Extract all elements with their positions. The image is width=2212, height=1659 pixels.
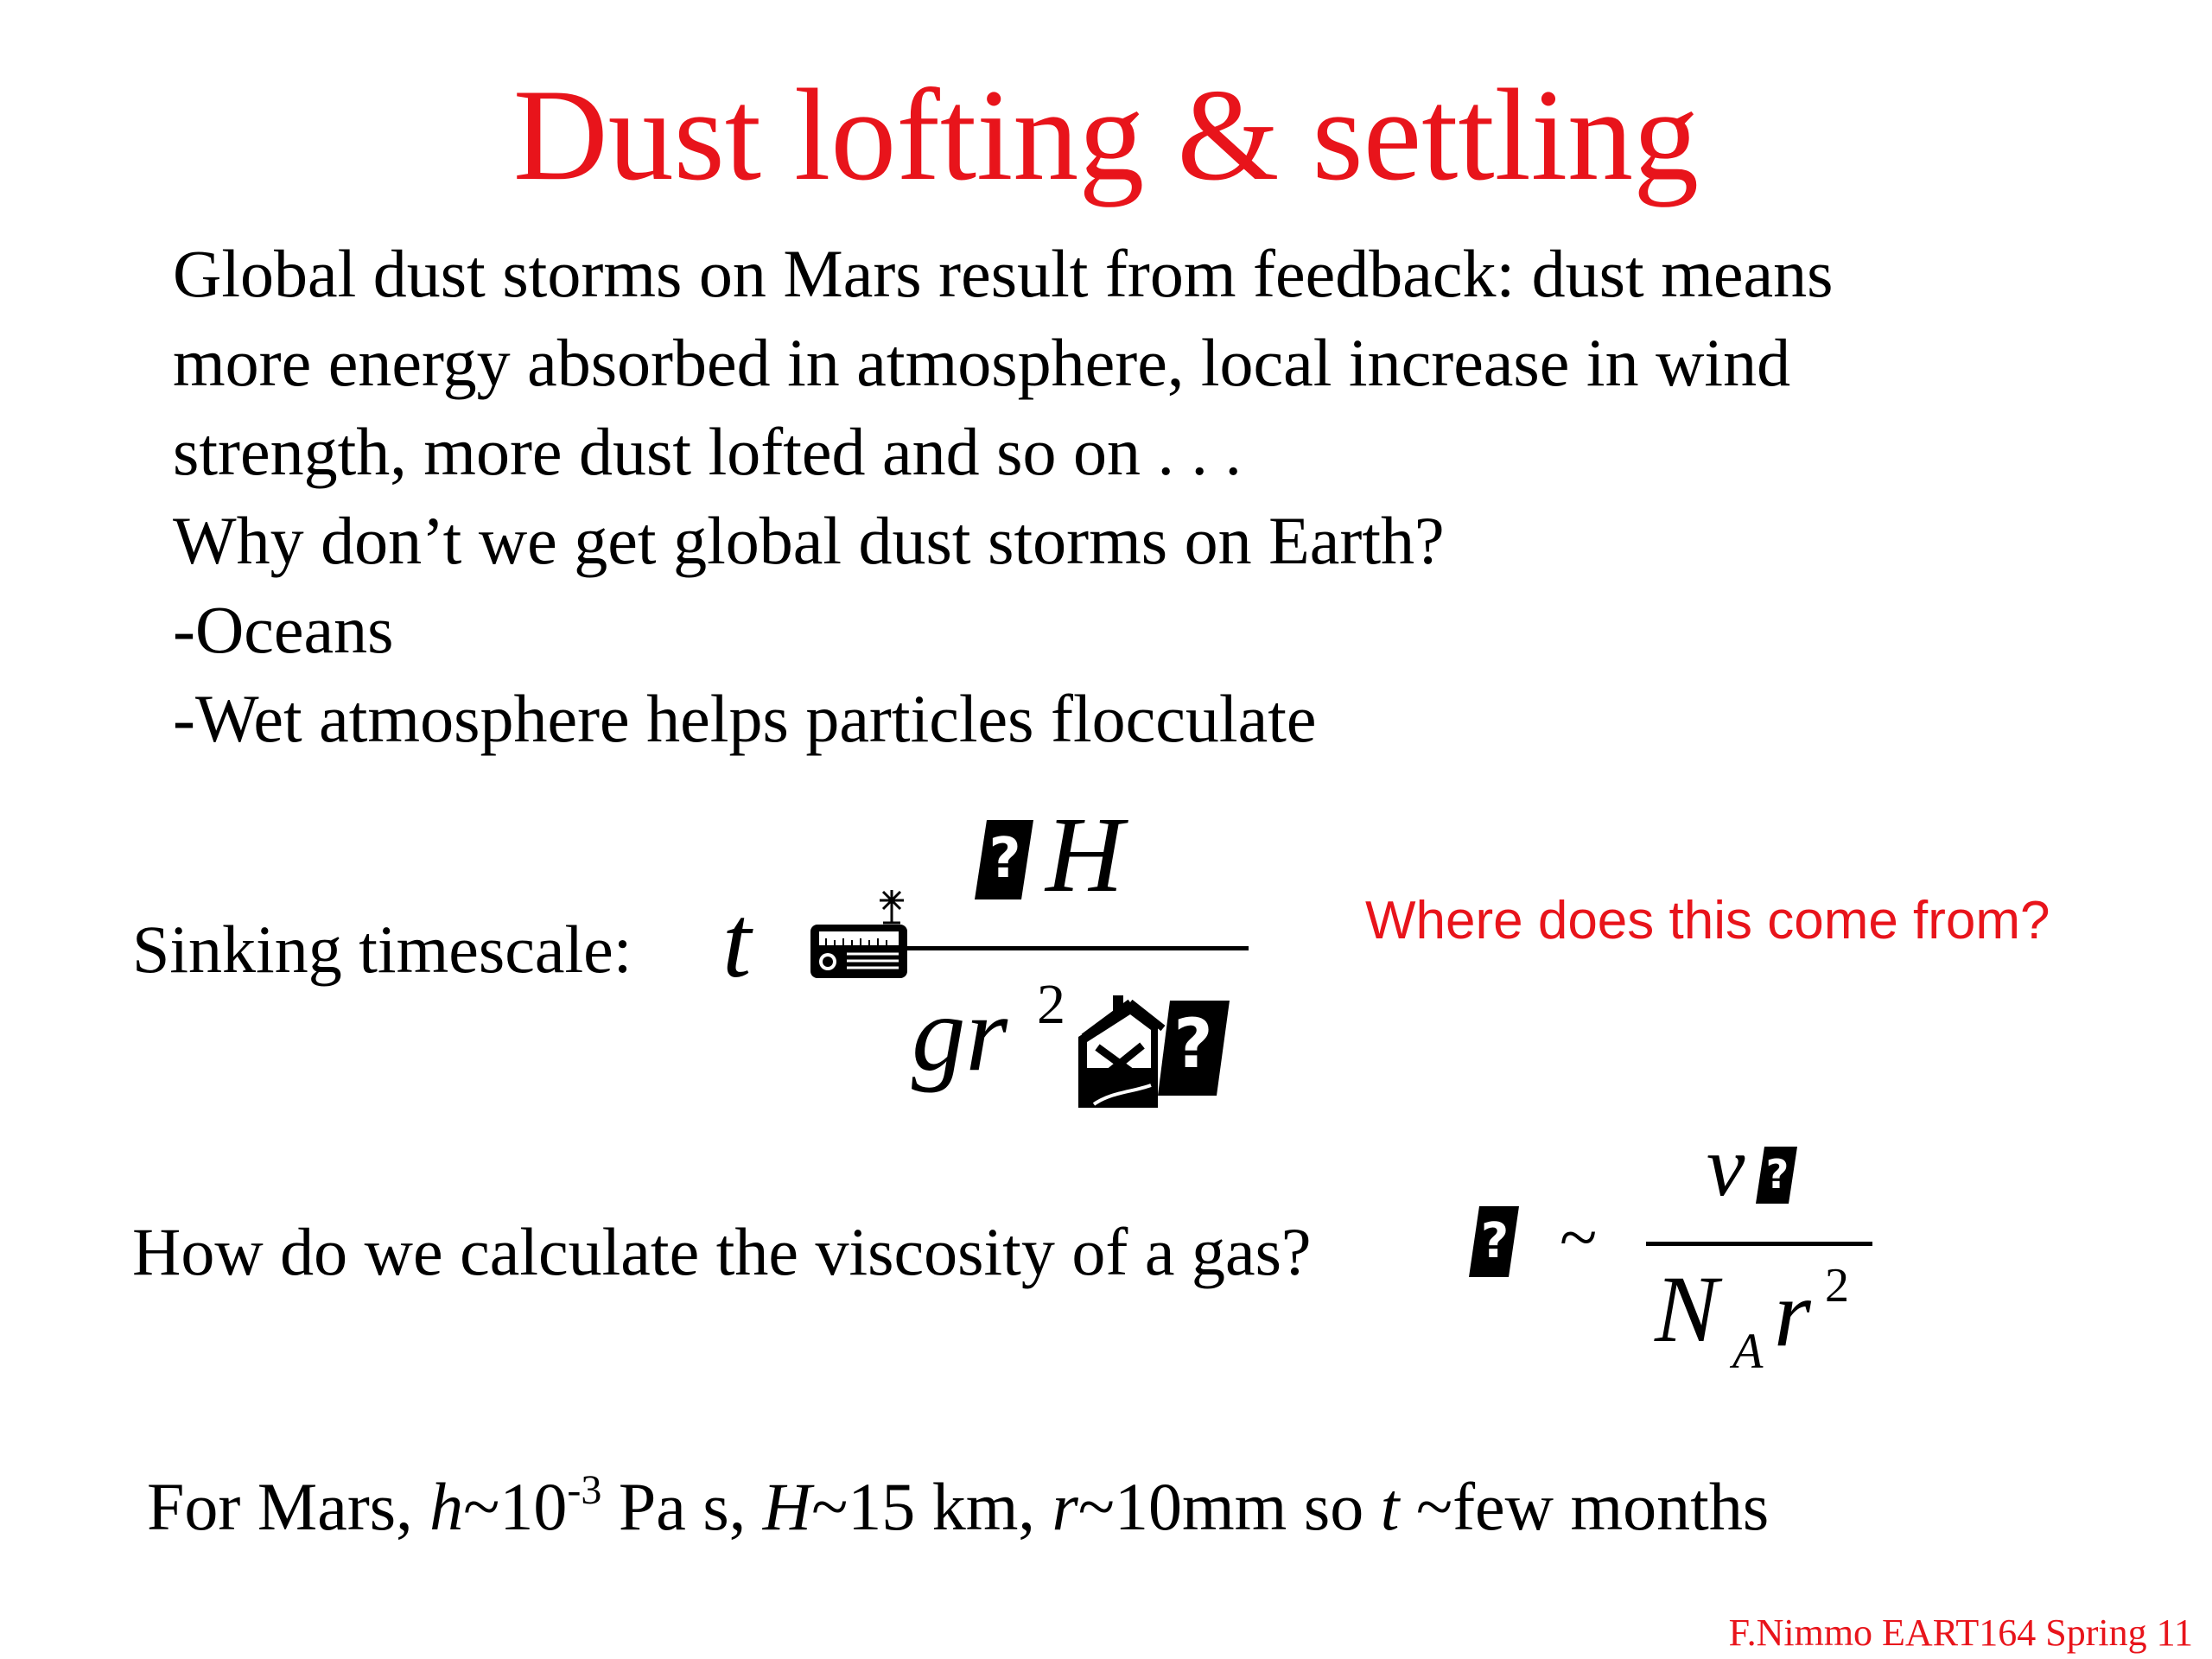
svg-text:?: ? <box>988 827 1021 891</box>
where-does-this-come-from-note: Where does this come from? <box>1365 891 2050 950</box>
eq2-avogadro-symbol: N <box>1655 1256 1719 1362</box>
body-line: Why don’t we get global dust storms on Earth? <box>173 503 1445 578</box>
missing-glyph-icon <box>975 817 1033 903</box>
house-icon <box>1078 985 1230 1108</box>
radius-symbol: r <box>1052 1469 1078 1544</box>
missing-glyph-icon <box>1469 1204 1519 1280</box>
eq1-denominator-var: gr <box>912 975 1008 1094</box>
mars-line-text: ~10mm so <box>1077 1469 1381 1544</box>
body-line: more energy absorbed in atmosphere, local increase in wind <box>173 325 1791 400</box>
eq2-avogadro-subscript: A <box>1732 1323 1764 1379</box>
mars-line-text: Pa s, <box>601 1469 763 1544</box>
eq2-fraction-bar <box>1646 1242 1872 1246</box>
body-line: Global dust storms on Mars result from feedback: dust means <box>173 236 1834 311</box>
svg-text:?: ? <box>1480 1213 1510 1269</box>
eq2-radius-var: r <box>1774 1261 1811 1366</box>
eq1-numerator-var: H <box>1046 796 1124 915</box>
missing-glyph-icon <box>1756 1145 1797 1205</box>
mars-line-text: For Mars, <box>147 1469 430 1544</box>
body-line: -Wet atmosphere helps particles flocculate <box>173 681 1317 756</box>
body-text <box>173 229 1833 763</box>
mars-line-text: ~few months <box>1399 1469 1770 1544</box>
body-line: -Oceans <box>173 592 394 667</box>
timescale-symbol: t <box>1380 1469 1400 1544</box>
eq2-numerator-var: v <box>1707 1118 1745 1214</box>
mars-values-line <box>147 1467 1770 1544</box>
eq2-radius-exponent: 2 <box>1825 1259 1849 1313</box>
mars-line-text: ~10 <box>463 1469 568 1544</box>
svg-text:?: ? <box>1173 1006 1213 1084</box>
eq1-denominator-exponent: 2 <box>1037 973 1065 1036</box>
mars-line-text: ~15 km, <box>811 1469 1052 1544</box>
eq1-tau-symbol: t <box>722 884 752 999</box>
eq2-tilde: ~ <box>1560 1200 1598 1276</box>
footer-credit: F.Nimmo EART164 Spring 11 <box>1728 1611 2193 1654</box>
eq1-fraction-bar <box>907 946 1249 950</box>
slide-title: Dust lofting & settling <box>512 62 1700 207</box>
svg-text:?: ? <box>1765 1151 1789 1198</box>
scale-height-symbol: H <box>762 1469 812 1544</box>
exponent: -3 <box>567 1467 602 1513</box>
sinking-timescale-label: Sinking timescale: <box>132 912 632 987</box>
body-line: strength, more dust lofted and so on . . . <box>173 414 1242 489</box>
radio-icon <box>804 881 916 985</box>
viscosity-question-label: How do we calculate the viscosity of a gas? <box>132 1214 1312 1289</box>
viscosity-symbol: h <box>429 1469 464 1544</box>
